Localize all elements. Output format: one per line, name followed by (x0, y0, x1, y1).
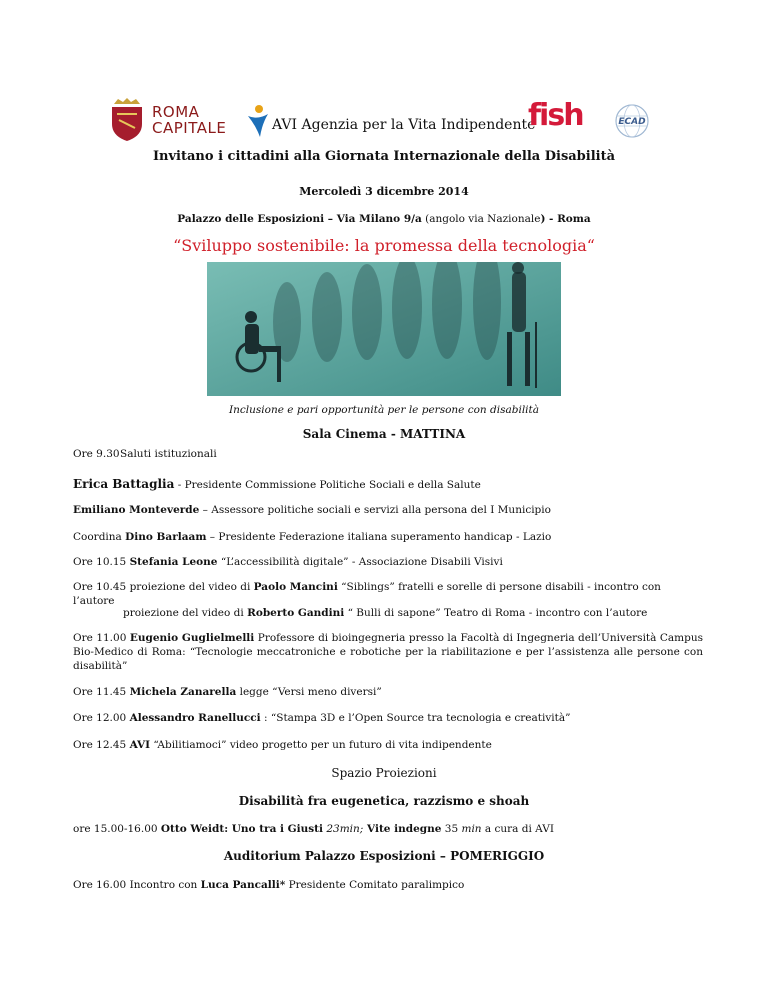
speaker-name: Dino Barlaam (125, 531, 207, 543)
item-text: “ Bulli di sapone” Teatro di Roma - incontro con l’autore (344, 607, 648, 619)
speaker-name: Michela Zanarella (129, 686, 237, 698)
speaker-name: Luca Pancalli* (200, 879, 286, 891)
program-item-projections (73, 822, 703, 836)
film-title: Otto Weidt: Uno tra i Giusti (160, 823, 324, 835)
motion-silhouettes-illustration (207, 262, 561, 396)
roma-shield-icon (110, 98, 144, 142)
hero-image (207, 262, 561, 396)
time-label: Ore 10.15 (73, 556, 130, 568)
speaker-name: AVI (129, 739, 151, 751)
speaker-name: Roberto Gandini (247, 607, 345, 619)
film-length: 35 (441, 823, 462, 835)
speaker-role: – Assessore politiche sociali e servizi alla persona del I Municipio (199, 504, 551, 516)
time-label: Ore 9.30 (73, 448, 120, 460)
program-item-zanarella (73, 685, 703, 699)
fish-logo-text: fish (528, 98, 583, 133)
item-text: legge “Versi meno diversi” (236, 686, 382, 698)
program-item-pancalli (73, 878, 703, 892)
program-item-gandini (123, 606, 703, 620)
item-prefix: Ore 16.00 Incontro con (73, 879, 201, 891)
venue-address: Palazzo delle Esposizioni – Via Milano 9/a (177, 213, 422, 225)
event-title: “Sviluppo sostenibile: la promessa della tecnologia“ (173, 236, 595, 255)
film-length: 23min; (323, 823, 364, 835)
speaker-role: - Presidente Commissione Politiche Sociali e della Salute (174, 479, 481, 491)
item-text: : “Stampa 3D e l’Open Source tra tecnologia e creatività” (260, 712, 571, 724)
afternoon-session-heading: Auditorium Palazzo Esposizioni – POMERIGGIO (223, 849, 545, 863)
film-length-unit: min (461, 823, 482, 835)
time-label: Ore 11.00 (73, 632, 130, 644)
speaker-name: Eugenio Guglielmelli (129, 632, 255, 644)
item-prefix: proiezione del video di (123, 607, 248, 619)
venue-note: (angolo via Nazionale (425, 213, 541, 225)
event-date: Mercoledì 3 dicembre 2014 (299, 185, 469, 198)
roma-label: ROMA (152, 103, 200, 121)
program-item-barlaam (73, 530, 703, 544)
event-venue (0, 213, 768, 225)
program-item-mancini (73, 580, 703, 608)
time-label: Ore 12.45 (73, 739, 130, 751)
speaker-name: Alessandro Ranellucci (129, 712, 261, 724)
ecad-logo-text: ECAD (618, 117, 646, 127)
speaker-name: Stefania Leone (129, 556, 218, 568)
item-text: “Siblings” fratelli e sorelle di persone disabili - incontro con l’autore (73, 581, 661, 607)
speaker-name: Emiliano Monteverde (73, 504, 200, 516)
time-label: Ore 11.45 (73, 686, 130, 698)
speaker-name: Erica Battaglia (73, 477, 175, 491)
speaker-role: – Presidente Federazione italiana superamento handicap - Lazio (206, 531, 552, 543)
fish-logo (528, 98, 596, 136)
hero-caption: Inclusione e pari opportunità per le persone con disabilità (228, 404, 540, 416)
program-item-saluti (73, 447, 703, 461)
program-item-monteverde (73, 503, 703, 517)
projections-subheading: Disabilità fra eugenetica, razzismo e shoah (238, 794, 530, 808)
time-label: Ore 12.00 (73, 712, 130, 724)
item-text: Saluti istituzionali (120, 448, 217, 460)
avi-name: AVI Agenzia per la Vita Indipendente (272, 117, 536, 133)
ecad-logo-icon (612, 104, 652, 138)
film-credit: a cura di AVI (481, 823, 554, 835)
time-label: ore 15.00-16.00 (73, 823, 161, 835)
roma-capitale-logo (110, 98, 230, 142)
program-item-guglielmelli (73, 631, 703, 673)
program-item-ranellucci (73, 711, 703, 725)
item-text: Professore di bioingegneria presso la Facoltà di Ingegneria dell’Università Campus Bio-Medico di Roma: “Tecnologie meccatroniche e robotiche per la riabilitazione e per l’assistenza alle persone con disabilità” (73, 632, 704, 672)
item-prefix: Ore 10.45 proiezione del video di (73, 581, 254, 593)
morning-session-heading: Sala Cinema - MATTINA (302, 427, 466, 441)
item-text: “L’accessibilità digitale” - Associazione Disabili Visivi (217, 556, 503, 568)
projections-heading: Spazio Proiezioni (331, 766, 437, 780)
program-item-avi (73, 738, 703, 752)
item-text: “Abilitiamoci” video progetto per un futuro di vita indipendente (150, 739, 492, 751)
avi-logo-icon (246, 104, 270, 138)
invitation-line: Invitano i cittadini alla Giornata Internazionale della Disabilità (152, 149, 616, 164)
film-title: Vite indegne (363, 823, 442, 835)
speaker-role: Presidente Comitato paralimpico (285, 879, 465, 891)
capitale-label: CAPITALE (152, 119, 227, 137)
speaker-name: Paolo Mancini (253, 581, 338, 593)
program-item-battaglia (73, 477, 703, 492)
program-item-leone (73, 555, 703, 569)
item-prefix: Coordina (73, 531, 126, 543)
venue-city: ) - Roma (540, 213, 591, 225)
